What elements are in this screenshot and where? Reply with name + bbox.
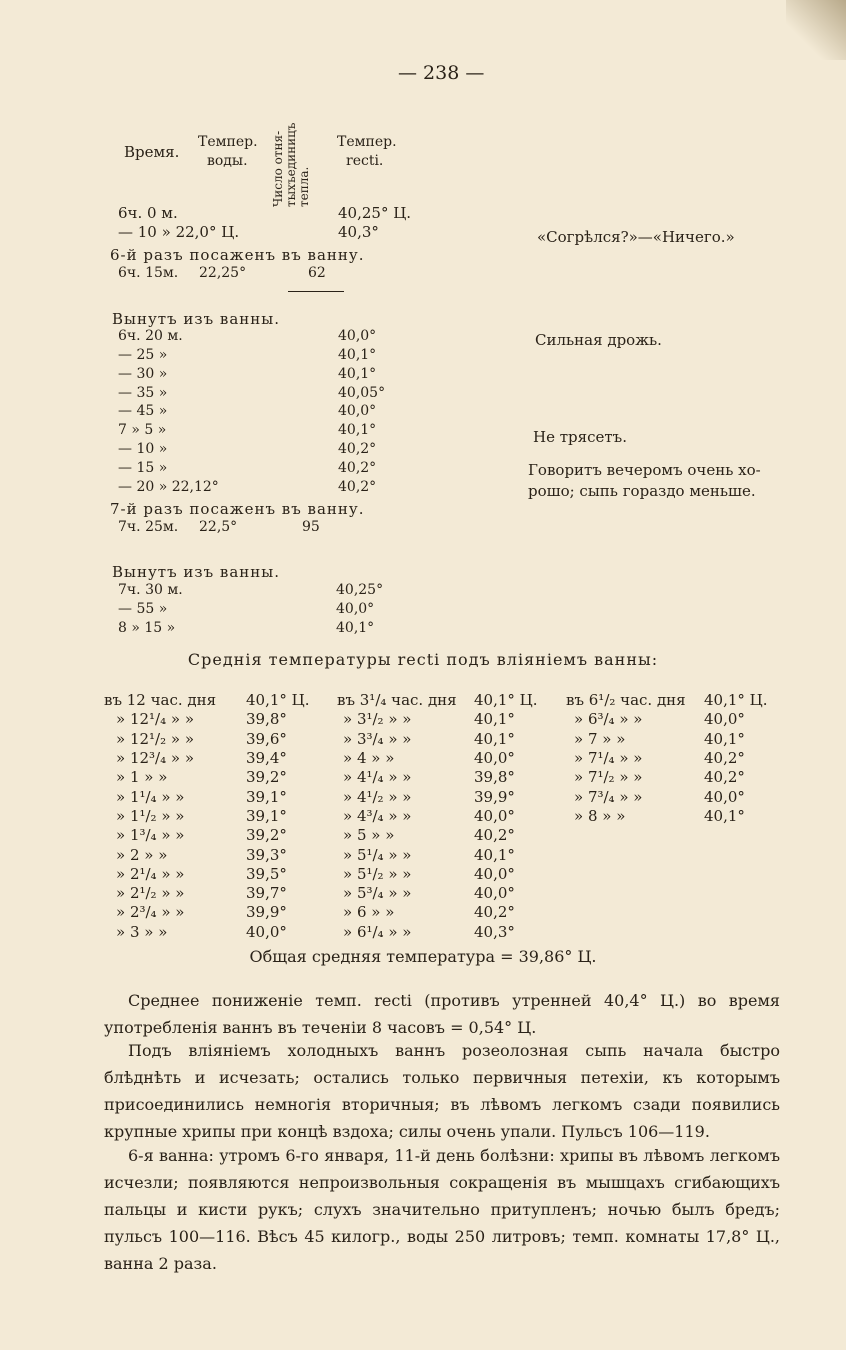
out2-heading: Вынутъ изъ ванны. [112, 563, 280, 581]
avg-c2-r10-time: » 5³/₄ » » [343, 884, 412, 902]
log2-time-7: — 15 » [118, 460, 168, 476]
avg-c3-r4-val: 40,2° [704, 768, 745, 786]
avg-c1-r10-val: 39,7° [246, 884, 287, 902]
avg-c1-r6-time: » 1¹/₂ » » [116, 807, 185, 825]
avg-c2-r6-val: 40,0° [474, 807, 515, 825]
header-units-2: тыхъединицъ [284, 122, 298, 207]
log1-rect-0: 40,25° Ц. [338, 204, 412, 222]
log2-time-3: — 35 » [118, 385, 168, 401]
note-no-shake: Не трясетъ. [533, 428, 627, 446]
avg-c3-r2-val: 40,1° [704, 730, 745, 748]
avg-c2-r7-val: 40,2° [474, 826, 515, 844]
bath7-time: 7ч. 25м. [118, 519, 179, 535]
avg-c2-r11-val: 40,2° [474, 903, 515, 921]
log3-time-0: 7ч. 30 м. [118, 582, 183, 598]
header-units-rotated [271, 97, 311, 207]
avg-c1-r8-time: » 2 » » [116, 846, 168, 864]
avg-c3-r4-time: » 7¹/₂ » » [574, 768, 643, 786]
header-water-temp-1: Темпер. [198, 134, 258, 150]
log2-time-8: — 20 » 22,12° [118, 479, 219, 495]
separator-rule [288, 291, 344, 292]
page-number: — 238 — [398, 62, 485, 84]
paragraph-3: 6-я ванна: утромъ 6-го января, 11-й день болѣзни: хрипы въ лѣвомъ легкомъ исчезли; появляются непроизвольныя сокращенія въ мышцахъ сгибающихъ пальцы и кисти рукъ; слухъ значительно притупленъ; ночью былъ бредъ; пульсъ 100—116. Вѣсъ 45 килогр., воды 250 литровъ; темп. комнаты 17,8° Ц., ванна 2 раза. [104, 1146, 780, 1273]
avg-c1-r4-time: » 1 » » [116, 768, 168, 786]
avg-c2-r1-time: » 3¹/₂ » » [343, 710, 412, 728]
header-units-1: Число отня- [271, 130, 285, 207]
avg-c1-r0-time: въ 12 час. дня [104, 691, 217, 709]
note-evening-1: Говоритъ вечеромъ очень хо- [528, 461, 761, 479]
avg-c1-r9-time: » 2¹/₄ » » [116, 865, 185, 883]
avg-c2-r0-val: 40,1° Ц. [474, 691, 538, 709]
avg-c2-r12-time: » 6¹/₄ » » [343, 923, 412, 941]
avg-c2-r10-val: 40,0° [474, 884, 515, 902]
avg-c1-r5-val: 39,1° [246, 788, 287, 806]
avg-c3-r6-time: » 8 » » [574, 807, 626, 825]
avg-c3-r1-val: 40,0° [704, 710, 745, 728]
log2-rect-8: 40,2° [338, 479, 377, 495]
avg-c2-r2-val: 40,1° [474, 730, 515, 748]
avg-c2-r5-time: » 4¹/₂ » » [343, 788, 412, 806]
avg-c2-r8-val: 40,1° [474, 846, 515, 864]
avg-c1-r8-val: 39,3° [246, 846, 287, 864]
avg-c1-r2-time: » 12¹/₂ » » [116, 730, 195, 748]
paragraph-2: Подъ вліяніемъ холодныхъ ваннъ розеолозная сыпь начала быстро блѣднѣть и исчезать; остались только первичныя петехіи, къ которымъ присоединились немногія вторичныя; въ лѣвомъ легкомъ сзади появились крупные хрипы при концѣ вздоха; силы очень упали. Пульсъ 106—119. [104, 1041, 780, 1141]
log2-rect-3: 40,05° [338, 385, 386, 401]
log3-rect-2: 40,1° [336, 620, 375, 636]
header-water-temp-2: воды. [207, 153, 248, 169]
avg-c2-r3-time: » 4 » » [343, 749, 395, 767]
avg-c2-r0-time: въ 3¹/₄ час. дня [337, 691, 457, 709]
header-rect-temp-1: Темпер. [337, 134, 397, 150]
log1-rect-1: 40,3° [338, 223, 379, 241]
log2-rect-2: 40,1° [338, 366, 377, 382]
avg-c2-r6-time: » 4³/₄ » » [343, 807, 412, 825]
log2-rect-0: 40,0° [338, 328, 377, 344]
averages-title: Среднія температуры recti подъ вліяніемъ ванны: [187, 650, 659, 669]
avg-c2-r9-time: » 5¹/₂ » » [343, 865, 412, 883]
avg-c3-r5-time: » 7³/₄ » » [574, 788, 643, 806]
avg-c2-r11-time: » 6 » » [343, 903, 395, 921]
avg-c2-r2-time: » 3³/₄ » » [343, 730, 412, 748]
avg-c2-r12-val: 40,3° [474, 923, 515, 941]
avg-c1-r11-val: 39,9° [246, 903, 287, 921]
overall-average: Общая средняя температура = 39,86° Ц. [249, 947, 597, 966]
avg-c2-r8-time: » 5¹/₄ » » [343, 846, 412, 864]
log3-rect-1: 40,0° [336, 601, 375, 617]
avg-c1-r10-time: » 2¹/₂ » » [116, 884, 185, 902]
avg-c3-r3-val: 40,2° [704, 749, 745, 767]
log1-time-1: — 10 » 22,0° Ц. [118, 223, 240, 241]
log2-time-2: — 30 » [118, 366, 168, 382]
bath6-heading: 6-й разъ посаженъ въ ванну. [110, 246, 365, 264]
avg-c3-r0-val: 40,1° Ц. [704, 691, 768, 709]
avg-c1-r7-val: 39,2° [246, 826, 287, 844]
note-evening-2: рошо; сыпь гораздо меньше. [528, 482, 756, 500]
log2-rect-4: 40,0° [338, 403, 377, 419]
avg-c2-r9-val: 40,0° [474, 865, 515, 883]
note-shiver: Сильная дрожь. [535, 331, 662, 349]
header-rect-temp-2: recti. [346, 153, 384, 169]
avg-c1-r3-time: » 12³/₄ » » [116, 749, 195, 767]
avg-c3-r1-time: » 6³/₄ » » [574, 710, 643, 728]
avg-c3-r5-val: 40,0° [704, 788, 745, 806]
log3-rect-0: 40,25° [336, 582, 384, 598]
avg-c1-r3-val: 39,4° [246, 749, 287, 767]
avg-c1-r7-time: » 1³/₄ » » [116, 826, 185, 844]
avg-c1-r12-time: » 3 » » [116, 923, 168, 941]
bath6-units: 62 [308, 265, 326, 281]
avg-c2-r3-val: 40,0° [474, 749, 515, 767]
avg-c2-r7-time: » 5 » » [343, 826, 395, 844]
log2-rect-6: 40,2° [338, 441, 377, 457]
log2-time-1: — 25 » [118, 347, 168, 363]
avg-c2-r5-val: 39,9° [474, 788, 515, 806]
avg-c1-r6-val: 39,1° [246, 807, 287, 825]
page-corner-shadow [786, 0, 846, 60]
avg-c2-r1-val: 40,1° [474, 710, 515, 728]
log3-time-1: — 55 » [118, 601, 168, 617]
avg-c1-r0-val: 40,1° Ц. [246, 691, 310, 709]
avg-c2-r4-time: » 4¹/₄ » » [343, 768, 412, 786]
avg-c1-r11-time: » 2³/₄ » » [116, 903, 185, 921]
avg-c1-r9-val: 39,5° [246, 865, 287, 883]
avg-c3-r0-time: въ 6¹/₂ час. дня [566, 691, 686, 709]
bath6-time: 6ч. 15м. [118, 265, 179, 281]
bath7-water: 22,5° [199, 519, 238, 535]
avg-c1-r1-time: » 12¹/₄ » » [116, 710, 195, 728]
log2-time-5: 7 » 5 » [118, 422, 167, 438]
log2-time-4: — 45 » [118, 403, 168, 419]
bath6-water: 22,25° [199, 265, 247, 281]
avg-c3-r3-time: » 7¹/₄ » » [574, 749, 643, 767]
log3-time-2: 8 » 15 » [118, 620, 176, 636]
out1-heading: Вынутъ изъ ванны. [112, 310, 280, 328]
header-units-3: тепла. [297, 166, 311, 207]
paragraph-1: Среднее пониженіе темп. recti (противъ утренней 40,4° Ц.) во время употребленія ваннъ въ теченіи 8 часовъ = 0,54° Ц. [104, 991, 780, 1037]
avg-c1-r1-val: 39,8° [246, 710, 287, 728]
avg-c1-r2-val: 39,6° [246, 730, 287, 748]
log1-time-0: 6ч. 0 м. [118, 204, 178, 222]
log2-time-6: — 10 » [118, 441, 168, 457]
log2-rect-1: 40,1° [338, 347, 377, 363]
log1-note-1: «Согрѣлся?»—«Ничего.» [537, 228, 735, 246]
avg-c1-r5-time: » 1¹/₄ » » [116, 788, 185, 806]
avg-c3-r2-time: » 7 » » [574, 730, 626, 748]
avg-c2-r4-val: 39,8° [474, 768, 515, 786]
bath7-heading: 7-й разъ посаженъ въ ванну. [110, 500, 365, 518]
avg-c1-r12-val: 40,0° [246, 923, 287, 941]
log2-time-0: 6ч. 20 м. [118, 328, 183, 344]
avg-c3-r6-val: 40,1° [704, 807, 745, 825]
log2-rect-7: 40,2° [338, 460, 377, 476]
bath7-units: 95 [302, 519, 320, 535]
log2-rect-5: 40,1° [338, 422, 377, 438]
avg-c1-r4-val: 39,2° [246, 768, 287, 786]
header-time: Время. [124, 143, 180, 161]
